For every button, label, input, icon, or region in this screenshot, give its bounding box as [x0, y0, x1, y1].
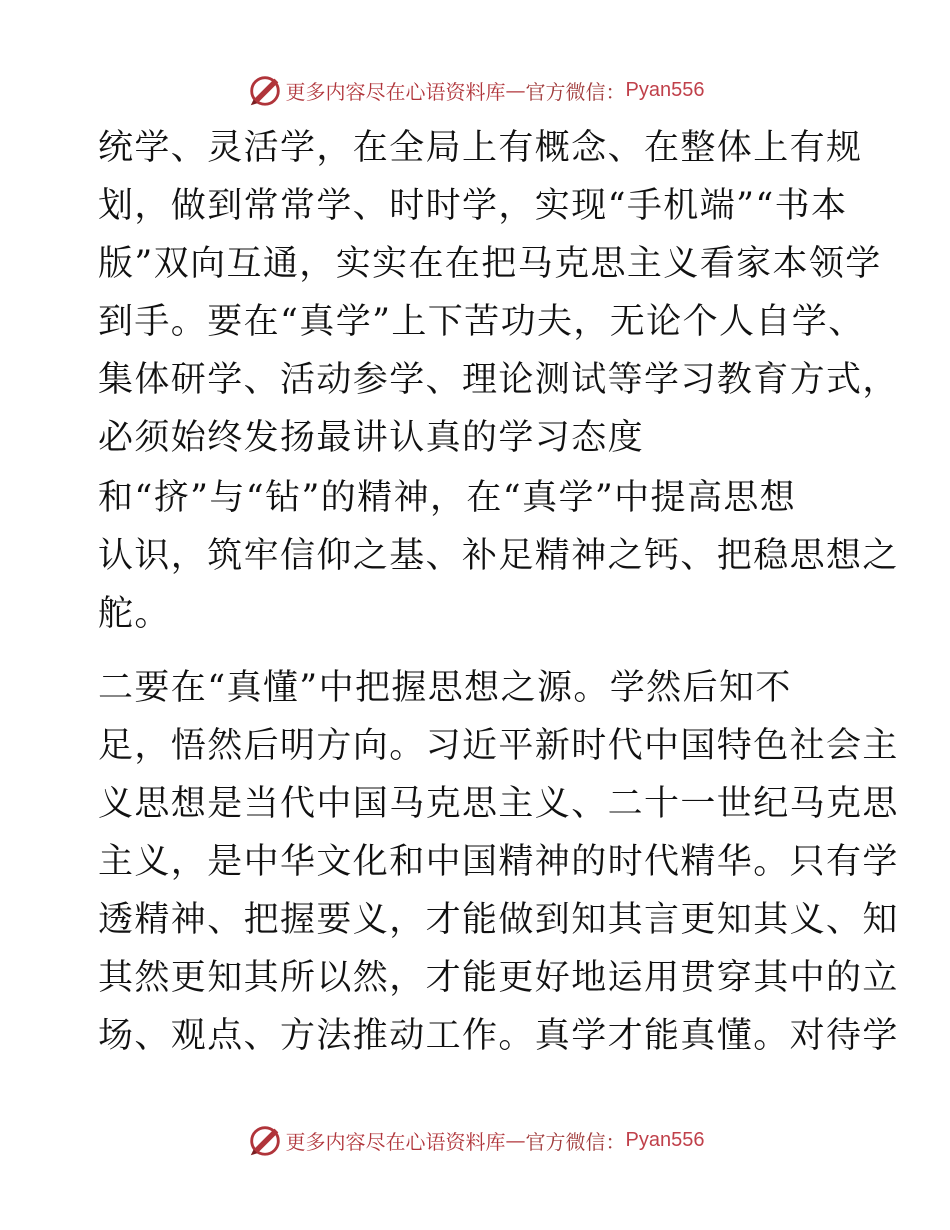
banner-text: 更多内容尽在心语资料库 [285, 1129, 506, 1154]
pen-logo-icon [246, 71, 284, 109]
body-line: 主义，是中华文化和中国精神的时代精华。只有学 [98, 842, 899, 882]
banner-wechat-id: Pyan556 [625, 1128, 705, 1151]
body-line: 划，做到常常学、时时学，实现“手机端”“书本 [98, 186, 848, 226]
body-line: 和“挤”与“钻”的精神，在“真学”中提高思想 [98, 478, 797, 518]
pen-logo-icon [246, 1121, 284, 1159]
body-line: 其然更知其所以然，才能更好地运用贯穿其中的立 [98, 958, 899, 998]
body-line: 透精神、把握要义，才能做到知其言更知其义、知 [98, 900, 899, 940]
body-line: 义思想是当代中国马克思主义、二十一世纪马克思 [98, 784, 899, 824]
body-line: 必须始终发扬最讲认真的学习态度 [98, 418, 645, 458]
banner-text: 更多内容尽在心语资料库 [285, 79, 506, 104]
banner-wechat-id: Pyan556 [625, 78, 705, 101]
body-line: 版”双向互通，实实在在把马克思主义看家本领学 [98, 244, 882, 284]
banner-wechat-label: 官方微信： [525, 79, 626, 104]
footer-banner [0, 1120, 950, 1160]
banner-wechat-label: 官方微信： [525, 1129, 626, 1154]
body-line: 到手。要在“真学”上下苦功夫，无论个人自学、 [98, 302, 865, 342]
header-banner [0, 70, 950, 110]
banner-dash: — [505, 1128, 526, 1152]
body-line: 统学、灵活学，在全局上有概念、在整体上有规 [98, 128, 863, 168]
body-line: 认识，筑牢信仰之基、补足精神之钙、把稳思想之 [98, 536, 899, 576]
body-line: 集体研学、活动参学、理论测试等学习教育方式， [98, 360, 899, 400]
body-line: 二要在“真懂”中把握思想之源。学然后知不 [98, 668, 792, 708]
body-line: 足，悟然后明方向。习近平新时代中国特色社会主 [98, 726, 899, 766]
banner-dash: — [505, 78, 526, 102]
body-line: 舵。 [98, 594, 171, 634]
body-line: 场、观点、方法推动工作。真学才能真懂。对待学 [98, 1016, 899, 1056]
